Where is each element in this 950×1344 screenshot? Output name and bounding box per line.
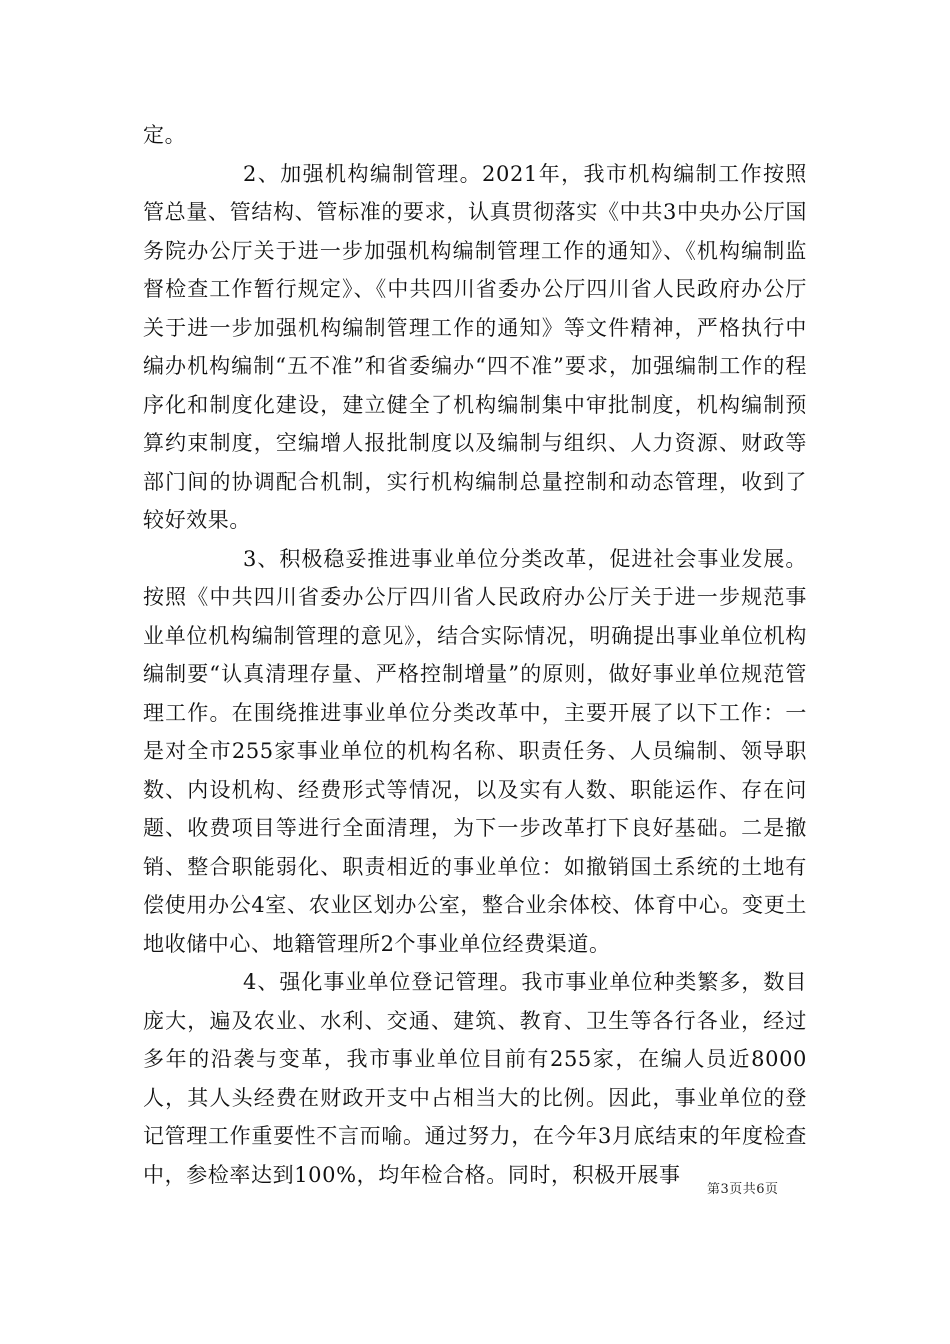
page-number-footer: 第3页共6页 — [707, 1182, 779, 1197]
paragraph-classification-reform: 3、积极稳妥推进事业单位分类改革，促进社会事业发展。按照《中共四川省委办公厅四川省人民政府办公厅关于进一步规范事业单位机构编制管理的意见》，结合实际情况，明确提出事业单位机构编制要“认真清理存量、严格控制增量”的原则，做好事业单位规范管理工作。在围绕推进事业单位分类改革中，主要开展了以下工作：一是对全市255家事业单位的机构名称、职责任务、人员编制、领导职数、内设机构、经费形式等情况，以及实有人数、职能运作、存在问题、收费项目等进行全面清理，为下一步改革打下良好基础。二是撤销、整合职能弱化、职责相近的事业单位：如撤销国土系统的土地有偿使用办公4室、农业区划办公室，整合业余体校、体育中心。变更土地收储中心、地籍管理所2个事业单位经费渠道。 — [143, 546, 807, 956]
paragraph-continuation: 定。 — [143, 123, 187, 147]
document-body — [143, 116, 807, 1194]
paragraph-registration-management: 4、强化事业单位登记管理。我市事业单位种类繁多，数目庞大，遍及农业、水利、交通、建筑、教育、卫生等各行各业，经过多年的沿袭与变革，我市事业单位目前有255家，在编人员近8000人，其人头经费在财政开支中占相当大的比例。因此，事业单位的登记管理工作重要性不言而喻。通过努力，在今年3月底结束的年度检查中，参检率达到100%，均年检合格。同时，积极开展事 — [143, 970, 807, 1187]
paragraph-institution-management: 2、加强机构编制管理。2021年，我市机构编制工作按照管总量、管结构、管标准的要求，认真贯彻落实《中共3中央办公厅国务院办公厅关于进一步加强机构编制管理工作的通知》、《机构编制监督检查工作暂行规定》、《中共四川省委办公厅四川省人民政府办公厅关于进一步加强机构编制管理工作的通知》等文件精神，严格执行中编办机构编制“五不准”和省委编办“四不准”要求，加强编制工作的程序化和制度化建设，建立健全了机构编制集中审批制度，机构编制预算约束制度，空编增人报批制度以及编制与组织、人力资源、财政等部门间的协调配合机制，实行机构编制总量控制和动态管理，收到了较好效果。 — [143, 161, 807, 532]
